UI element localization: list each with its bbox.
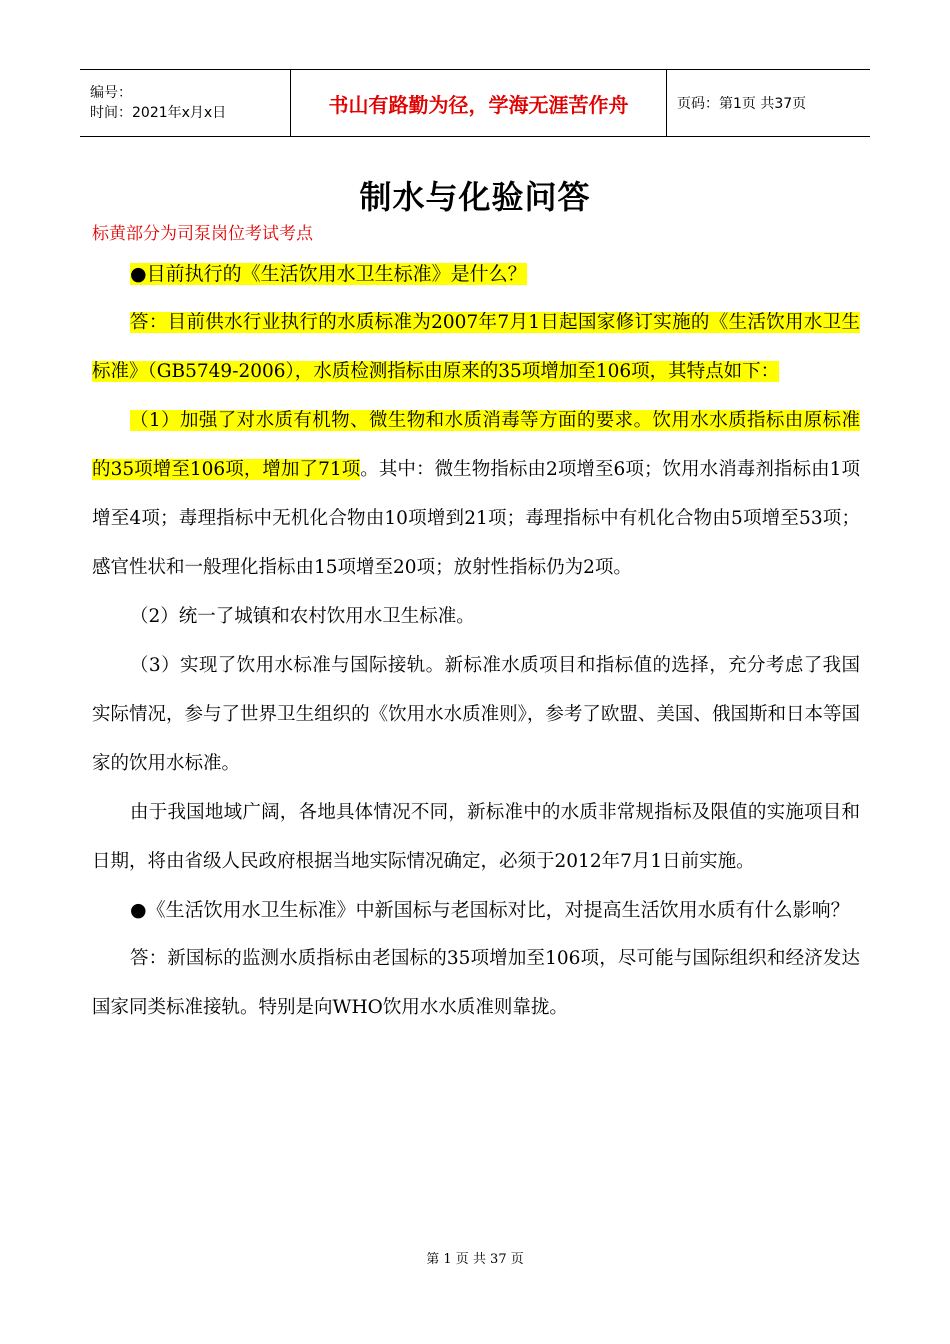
point-1 — [92, 396, 860, 592]
answer-1-text: 答：目前供水行业执行的水质标准为2007年7月1日起国家修订实施的《生活饮用水卫生标准》（GB5749-2006），水质检测指标由原来的35项增加至106项，其特点如下： — [92, 312, 860, 382]
paragraph-implementation: 由于我国地域广阔，各地具体情况不同，新标准中的水质非常规指标及限值的实施项目和日期，将由省级人民政府根据当地实际情况确定，必须于2012年7月1日前实施。 — [92, 802, 860, 872]
question-1 — [92, 250, 860, 298]
answer-1 — [92, 298, 860, 396]
time-label: 时间：2021年x月x日 — [90, 105, 227, 121]
page-header — [80, 69, 870, 137]
point-1-highlight: （1）加强了对水质有机物、微生物和水质消毒等方面的要求。饮用水水质指标由原标准的35项增至106项，增加了71项 — [92, 410, 860, 480]
motto-text: 书山有路勤为径，学海无涯苦作舟 — [328, 92, 629, 117]
answer-2: 答：新国标的监测水质指标由老国标的35项增加至106项，尽可能与国际组织和经济发达国家同类标准接轨。特别是向WHO饮用水水质准则靠拢。 — [92, 948, 860, 1018]
point-1-rest: 。其中：微生物指标由2项增至6项；饮用水消毒剂指标由1项增至4项；毒理指标中无机化合物由10项增到21项；毒理指标中有机化合物由5项增至53项；感官性状和一般理化指标由15项增至20项；放射性指标仍为2项。 — [92, 459, 860, 578]
page-footer: 第 1 页 共 37 页 — [426, 1252, 524, 1267]
point-2: （2）统一了城镇和农村饮用水卫生标准。 — [130, 606, 475, 627]
header-motto — [290, 70, 667, 136]
page-info-text: 页码：第1页 共37页 — [677, 96, 807, 112]
question-1-text: ●目前执行的《生活饮用水卫生标准》是什么？ — [130, 263, 527, 285]
header-meta — [80, 70, 290, 136]
header-page-info — [667, 70, 870, 136]
highlight-note: 标黄部分为司泵岗位考试考点 — [92, 224, 313, 244]
point-3: （3）实现了饮用水标准与国际接轨。新标准水质项目和指标值的选择，充分考虑了我国实际情况，参与了世界卫生组织的《饮用水水质准则》，参考了欧盟、美国、俄国斯和日本等国家的饮用水标准。 — [92, 655, 860, 774]
question-2: ●《生活饮用水卫生标准》中新国标与老国标对比，对提高生活饮用水质有什么影响？ — [130, 899, 850, 921]
document-body — [92, 250, 860, 1032]
document-title: 制水与化验问答 — [359, 178, 591, 216]
number-label: 编号： — [90, 85, 132, 101]
